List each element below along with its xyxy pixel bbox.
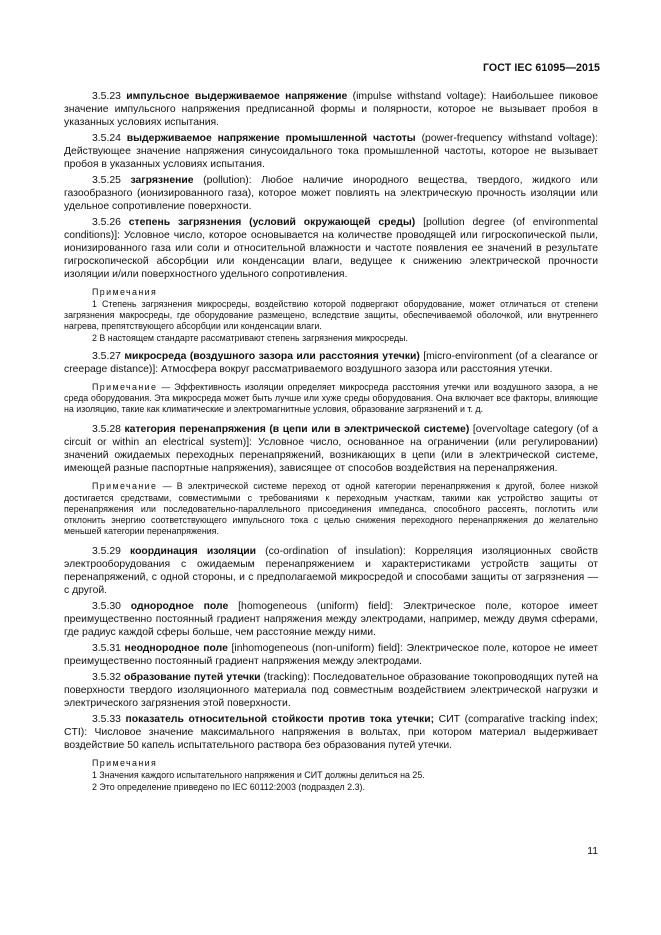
- term-3-5-33: 3.5.33 показатель относительной стойкости против тока утечки; СИТ (comparative tracking index; CTI): Числовое значение максимального напряжения в вольтах, при котором материал выдерживает воздействие 50 капель испытательного раствора без образования путей утечки.: [64, 714, 598, 752]
- note-item: 2 Это определение приведено по IEC 60112:2003 (подраздел 2.3).: [92, 781, 365, 792]
- term-3-5-23: 3.5.23 импульсное выдерживаемое напряжение (impulse withstand voltage): Наибольшее пиковое значение импульсного напряжения предписанной формы и полярности, которое не вызывает пробоя в указанных условиях испытания.: [64, 91, 599, 128]
- term-3-5-27: 3.5.27 микросреда (воздушного зазора или расстояния утечки) [micro-environment (of a clearance or creepage distance)]: Атмосфера вокруг рассматриваемого воздушного зазора или расстояния утечки.: [64, 350, 598, 375]
- note-item: 2 В настоящем стандарте рассматривают степень загрязнения микросреды.: [92, 332, 408, 343]
- term-3-5-30: 3.5.30 однородное поле [homogeneous (uniform) field]: Электрическое поле, которое имеет преимущественно постоянный градиент напряжения между электродами, например, между двумя сферами, где радиус каждой сферы больше, чем расстояние между ними.: [64, 601, 598, 639]
- term-3-5-24: 3.5.24 выдерживаемое напряжение промышленной частоты (power-frequency withstand voltage): Действующее значение напряжения синусоидального тока промышленной частоты, которое не вызывает пробоя в указанных условиях испытания.: [64, 133, 598, 170]
- notes-block-1: [64, 287, 598, 344]
- term-3-5-32: 3.5.32 образование путей утечки (tracking): Последовательное образование токопроводящих путей на поверхности твердого изоляционного материала под совместным воздействием электрической нагрузки и электрического загрязнения этой поверхности.: [64, 672, 598, 710]
- note-microenvironment: Примечание — Эффективность изоляции определяет микросреда расстояния утечки или воздушного зазора, а не среда оборудования. Эта микросреда может быть лучше или хуже среды оборудования. Она включает все факторы, влияющие на изоляцию, такие как климатические и электромагнитные условия, образование загрязнений и т. д.: [64, 381, 598, 415]
- note-item: 1 Степень загрязнения микросреды, воздействию которой подвергают оборудование, может отличаться от степени загрязнения макросреды, где оборудование размещено, вследствие защиты, обеспечиваемой оболочкой, или внутреннего нагрева, препятствующего абсорбции или конденсации влаги.: [64, 299, 598, 332]
- term-3-5-26: 3.5.26 степень загрязнения (условий окружающей среды) [pollution degree (of environmental conditions)]: Условное число, которое основывается на количестве проводящей или гигроскопической пыли, ионизированного газа или соли и относительной влажности и частоте появления ее значений в результате гигроскопической абсорбции или конденсации влаги, ведущее к снижению электрической прочности изоляции и/или поверхностного удельного сопротивления.: [64, 217, 598, 280]
- document-header: ГОСТ IEC 61095—2015: [482, 62, 600, 74]
- term-3-5-28: 3.5.28 категория перенапряжения (в цепи или в электрической системе) [overvoltage category (of a circuit or within an electrical system)]: Условное число, основанное на ограничении (или регулировании) значений ожидаемых переходных перенапряжений, возникающих в цепи (или в электрической системе, имеющей разные паспортные напряжения), зависящее от способов воздействия на перенапряжения.: [64, 424, 599, 475]
- page-number: 11: [587, 846, 598, 857]
- term-3-5-31: 3.5.31 неоднородное поле [inhomogeneous (non-uniform) field]: Электрическое поле, которое не имеет преимущественно постоянный градиент напряжения между электродами.: [64, 643, 598, 668]
- notes-heading: Примечания: [92, 758, 158, 769]
- note-item: 1 Значения каждого испытательного напряжения и СИТ должны делиться на 25.: [92, 770, 425, 781]
- page-content: [64, 90, 598, 793]
- notes-block-2: [64, 758, 598, 792]
- term-3-5-29: 3.5.29 координация изоляции (co-ordination of insulation): Корреляция изоляционных свойств электрооборудования с ожидаемым перенапряжением и характеристиками устройств защиты от перенапряжений, с одной стороны, и с предполагаемой микросредой и способами защиты от загрязнения — с другой.: [64, 546, 598, 597]
- notes-heading: Примечания: [92, 287, 158, 297]
- note-overvoltage: Примечание — В электрической системе переход от одной категории перенапряжения к другой, более низкой достигается средствами, совместимыми с требованиями к переходным участкам, такими как устройство защиты от перенапряжения или последовательно-параллельного присоединения импеданса, способного рассеять, поглотить или отклонить энергию соответствующего импульсного тока с целью снижения переходного перенапряжения до желательно меньшей категории перенапряжения.: [64, 481, 598, 537]
- term-3-5-25: 3.5.25 загрязнение (pollution): Любое наличие инородного вещества, твердого, жидкого или газообразного (ионизированного газа), которое может повлиять на электрическую прочность изоляции или удельное сопротивление поверхности.: [64, 175, 598, 212]
